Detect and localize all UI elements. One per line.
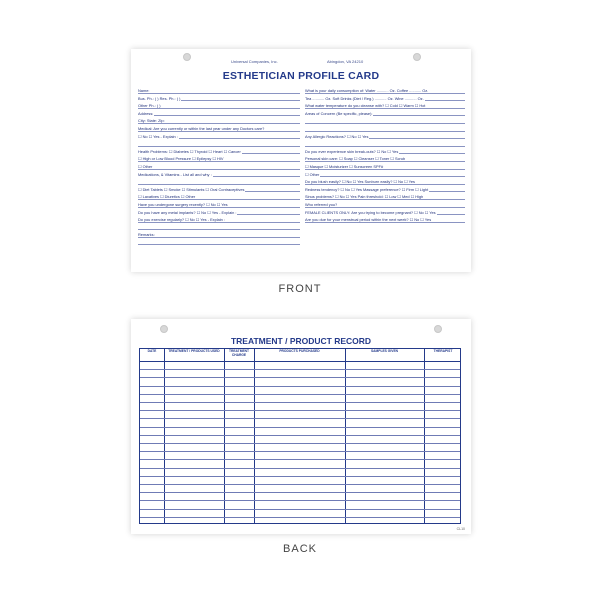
record-title: TREATMENT / PRODUCT RECORD	[230, 336, 372, 346]
table-row	[140, 377, 460, 378]
form-line-label: Medications, & Vitamins - List all and why :	[138, 171, 212, 177]
column-header: THERAPIST	[433, 349, 453, 353]
form-line-label: Bus. Ph.: ( ) Res. Ph.: ( )	[138, 95, 181, 101]
table-row	[140, 402, 460, 403]
column-header: TREATMENT CHARGE	[228, 349, 250, 357]
table-row	[140, 451, 460, 452]
left-form-line	[138, 117, 300, 125]
table-row	[140, 427, 460, 428]
left-form-line	[138, 133, 300, 141]
card-title: ESTHETICIAN PROFILE CARD	[222, 70, 380, 82]
punch-hole	[183, 53, 191, 61]
right-form-line	[305, 117, 465, 125]
right-form-line	[305, 193, 465, 201]
right-form-column	[305, 87, 465, 224]
table-row	[140, 476, 460, 477]
form-line-label: ☐ Laxatives ☐ Diuretics ☐ Other	[138, 194, 196, 200]
table-row	[140, 443, 460, 444]
left-form-line	[138, 201, 300, 209]
right-form-line	[305, 171, 465, 179]
header-divider	[140, 361, 460, 362]
right-form-line	[305, 140, 465, 148]
column-divider	[345, 349, 346, 523]
form-line-label: Other Ph.: ( )	[138, 103, 161, 109]
right-form-line	[305, 209, 465, 217]
right-form-line	[305, 155, 465, 163]
front-caption: FRONT	[278, 283, 322, 295]
left-form-line	[138, 193, 300, 201]
table-row	[140, 484, 460, 485]
right-form-line	[305, 95, 465, 103]
form-line-label: Are you due for your menstrual period within the next week? ☐ No ☐ Yes	[305, 217, 432, 223]
table-row	[140, 459, 460, 460]
form-line-label: ☐ Other	[305, 171, 320, 177]
table-row	[140, 468, 460, 469]
form-line-label: Have you undergone surgery recently? ☐ No ☐ Yes	[138, 201, 228, 207]
left-form-line	[138, 231, 300, 239]
column-divider	[424, 349, 425, 523]
form-line-label: Address:	[138, 110, 154, 116]
column-divider	[254, 349, 255, 523]
form-line-label: City: State: Zip:	[138, 118, 165, 124]
punch-hole	[160, 325, 168, 333]
left-form-line	[138, 125, 300, 133]
form-line-label: Areas of Concern (Be specific, please):	[305, 110, 373, 116]
company-location: Abingdon, VA 24210	[327, 59, 364, 64]
left-form-line	[138, 239, 300, 247]
column-header: PRODUCTS PURCHASED	[279, 349, 320, 353]
left-form-line	[138, 186, 300, 194]
left-form-line	[138, 171, 300, 179]
form-line-label: Do you blush easily? ☐ No ☐ Yes Sunburn easily? ☐ No ☐ Yes	[305, 179, 415, 185]
left-form-line	[138, 87, 300, 95]
back-card	[131, 319, 471, 534]
column-header: TREATMENT / PRODUCTS USED	[168, 349, 220, 353]
table-row	[140, 509, 460, 510]
left-form-line	[138, 140, 300, 148]
right-form-line	[305, 133, 465, 141]
table-row	[140, 369, 460, 370]
right-form-line	[305, 102, 465, 110]
column-header: SAMPLES GIVEN	[370, 349, 399, 353]
left-form-line	[138, 110, 300, 118]
column-header: DATE	[147, 349, 157, 353]
right-form-line	[305, 87, 465, 95]
form-line-label: Name:	[138, 88, 150, 93]
right-form-line	[305, 163, 465, 171]
form-line-label: Sinus problems? ☐ No ☐ Yes Pain threshold: ☐ Low ☐ Med ☐ High	[305, 194, 424, 200]
record-table	[139, 348, 461, 524]
form-line-label: What is your daily consumption of: Water ........... Oz. Coffee ........... Oz.	[305, 88, 429, 93]
table-row	[140, 435, 460, 436]
column-divider	[164, 349, 165, 523]
form-line-label: Do you exercise regularly? ☐ No ☐ Yes - Explain :	[138, 217, 225, 223]
table-row	[140, 386, 460, 387]
form-line-label: Remarks:	[138, 232, 155, 238]
left-form-line	[138, 163, 300, 171]
left-form-line	[138, 148, 300, 156]
right-form-line	[305, 110, 465, 118]
punch-hole	[413, 53, 421, 61]
form-line-label: ☐ Diet Tablets ☐ Smoke ☐ Stimulants ☐ Oral Contraceptives	[138, 186, 245, 192]
form-line-label: Do you have any metal implants? ☐ No ☐ Yes - Explain :	[138, 209, 237, 215]
left-form-line	[138, 209, 300, 217]
left-form-line	[138, 155, 300, 163]
right-form-line	[305, 178, 465, 186]
right-form-line	[305, 186, 465, 194]
form-line-label: ☐ High or Low Blood Pressure ☐ Epilepsy ☐ HIV	[138, 156, 224, 162]
right-form-line	[305, 216, 465, 224]
table-row	[140, 500, 460, 501]
left-form-line	[138, 95, 300, 103]
company-name: Universal Companies, Inc.	[231, 59, 278, 64]
form-line-label: Health Problems: ☐ Diabetes ☐ Thyroid ☐ Heart ☐ Cancer	[138, 148, 241, 154]
column-divider	[224, 349, 225, 523]
right-form-line	[305, 148, 465, 156]
table-row	[140, 394, 460, 395]
form-line-label: Redness tendency? ☐ No ☐ Yes Massage preference? ☐ Firm ☐ Light	[305, 186, 429, 192]
form-line-label: Do you ever experience skin break-outs? ☐ No ☐ Yes	[305, 148, 399, 154]
front-card	[131, 49, 471, 272]
right-form-line	[305, 201, 465, 209]
left-form-line	[138, 224, 300, 232]
table-row	[140, 492, 460, 493]
table-row	[140, 517, 460, 518]
form-line-label: ☐ No ☐ Yes - Explain :	[138, 133, 178, 139]
form-line-label: ☐ Masque ☐ Moisturizer ☐ Sunscreen SPF#	[305, 163, 384, 169]
table-row	[140, 410, 460, 411]
form-line-label: Medical: Are you currently or within the last year under any Doctors care?	[138, 125, 265, 131]
form-line-label: ☐ Other	[138, 163, 153, 169]
left-form-line	[138, 178, 300, 186]
left-form-line	[138, 102, 300, 110]
punch-hole	[434, 325, 442, 333]
form-line-label: FEMALE CLIENTS ONLY: Are you trying to become pregnant? ☐ No ☐ Yes	[305, 209, 436, 215]
form-code: CL10	[456, 527, 465, 531]
form-line-label: Personal skin care: ☐ Soap ☐ Cleanser ☐ Toner ☐ Scrub	[305, 156, 406, 162]
form-line-label: Who referred you?	[305, 201, 338, 207]
table-row	[140, 418, 460, 419]
left-form-line	[138, 216, 300, 224]
form-line-label: Any Allergic Reactions? ☐ No ☐ Yes	[305, 133, 369, 139]
left-form-column	[138, 87, 300, 246]
form-line-label: Tea ........... Oz. Soft Drinks (Diet / Reg.) ........... Oz. Wine ........... Oz.	[305, 95, 424, 101]
back-caption: BACK	[283, 543, 317, 555]
right-form-line	[305, 125, 465, 133]
form-line-label: What water temperature do you cleanse with? ☐ Cold ☐ Warm ☐ Hot	[305, 103, 426, 109]
